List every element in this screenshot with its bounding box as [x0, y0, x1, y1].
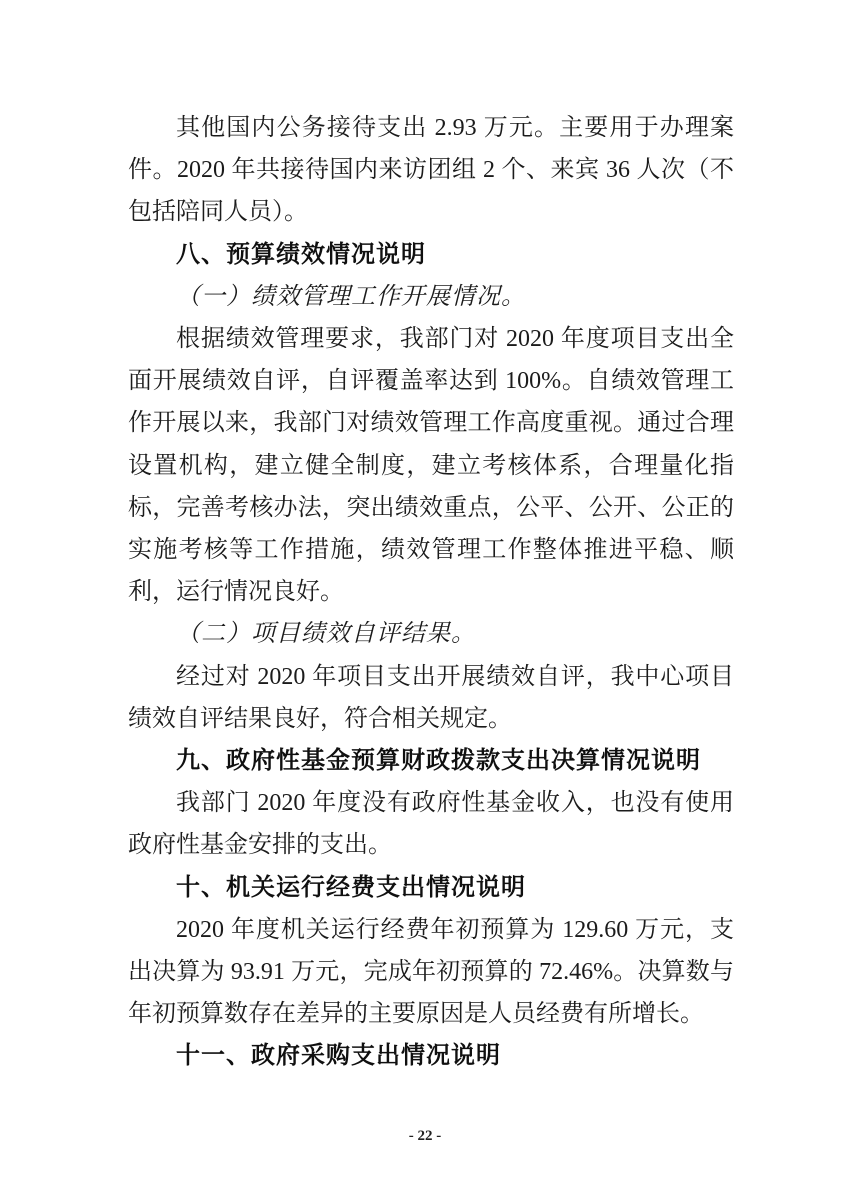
- heading-section-eight-budget-performance: 八、预算绩效情况说明: [176, 240, 426, 268]
- para-performance-management-detail: 根据绩效管理要求，我部门对 2020 年度项目支出全面开展绩效自评，自评覆盖率达到 100%。自绩效管理工作开展以来，我部门对绩效管理工作高度重视。通过合理设置机构，建立健全制度，建立考核体系，合理量化指标，完善考核办法，突出绩效重点，公平、公开、公正的实施考核等工作措施，绩效管理工作整体推进平稳、顺利，运行情况良好。: [128, 326, 734, 606]
- heading-section-nine-gov-fund-budget: 九、政府性基金预算财政拨款支出决算情况说明: [176, 747, 701, 775]
- heading-section-eleven-gov-procurement: 十一、政府采购支出情况说明: [176, 1042, 501, 1070]
- subheading-performance-management-work: （一）绩效管理工作开展情况。: [176, 283, 526, 310]
- para-self-evaluation-detail: 经过对 2020 年项目支出开展绩效自评，我中心项目绩效自评结果良好，符合相关规定。: [128, 663, 734, 732]
- subheading-project-self-evaluation-result: （二）项目绩效自评结果。: [176, 621, 476, 648]
- para-operating-expense-detail: 2020 年度机关运行经费年初预算为 129.60 万元，支出决算为 93.91 万元，完成年初预算的 72.46%。决算数与年初预算数存在差异的主要原因是人员经费有所增长。: [128, 916, 734, 1028]
- heading-section-ten-operating-expense: 十、机关运行经费支出情况说明: [176, 873, 526, 901]
- para-gov-fund-statement: 我部门 2020 年度没有政府性基金收入，也没有使用政府性基金安排的支出。: [128, 790, 734, 859]
- document-body: [128, 107, 734, 1078]
- para-official-reception-summary: 其他国内公务接待支出 2.93 万元。主要用于办理案件。2020 年共接待国内来访团组 2 个、来宾 36 人次（不包括陪同人员）。: [128, 115, 734, 226]
- page-number: - 22 -: [408, 1128, 442, 1144]
